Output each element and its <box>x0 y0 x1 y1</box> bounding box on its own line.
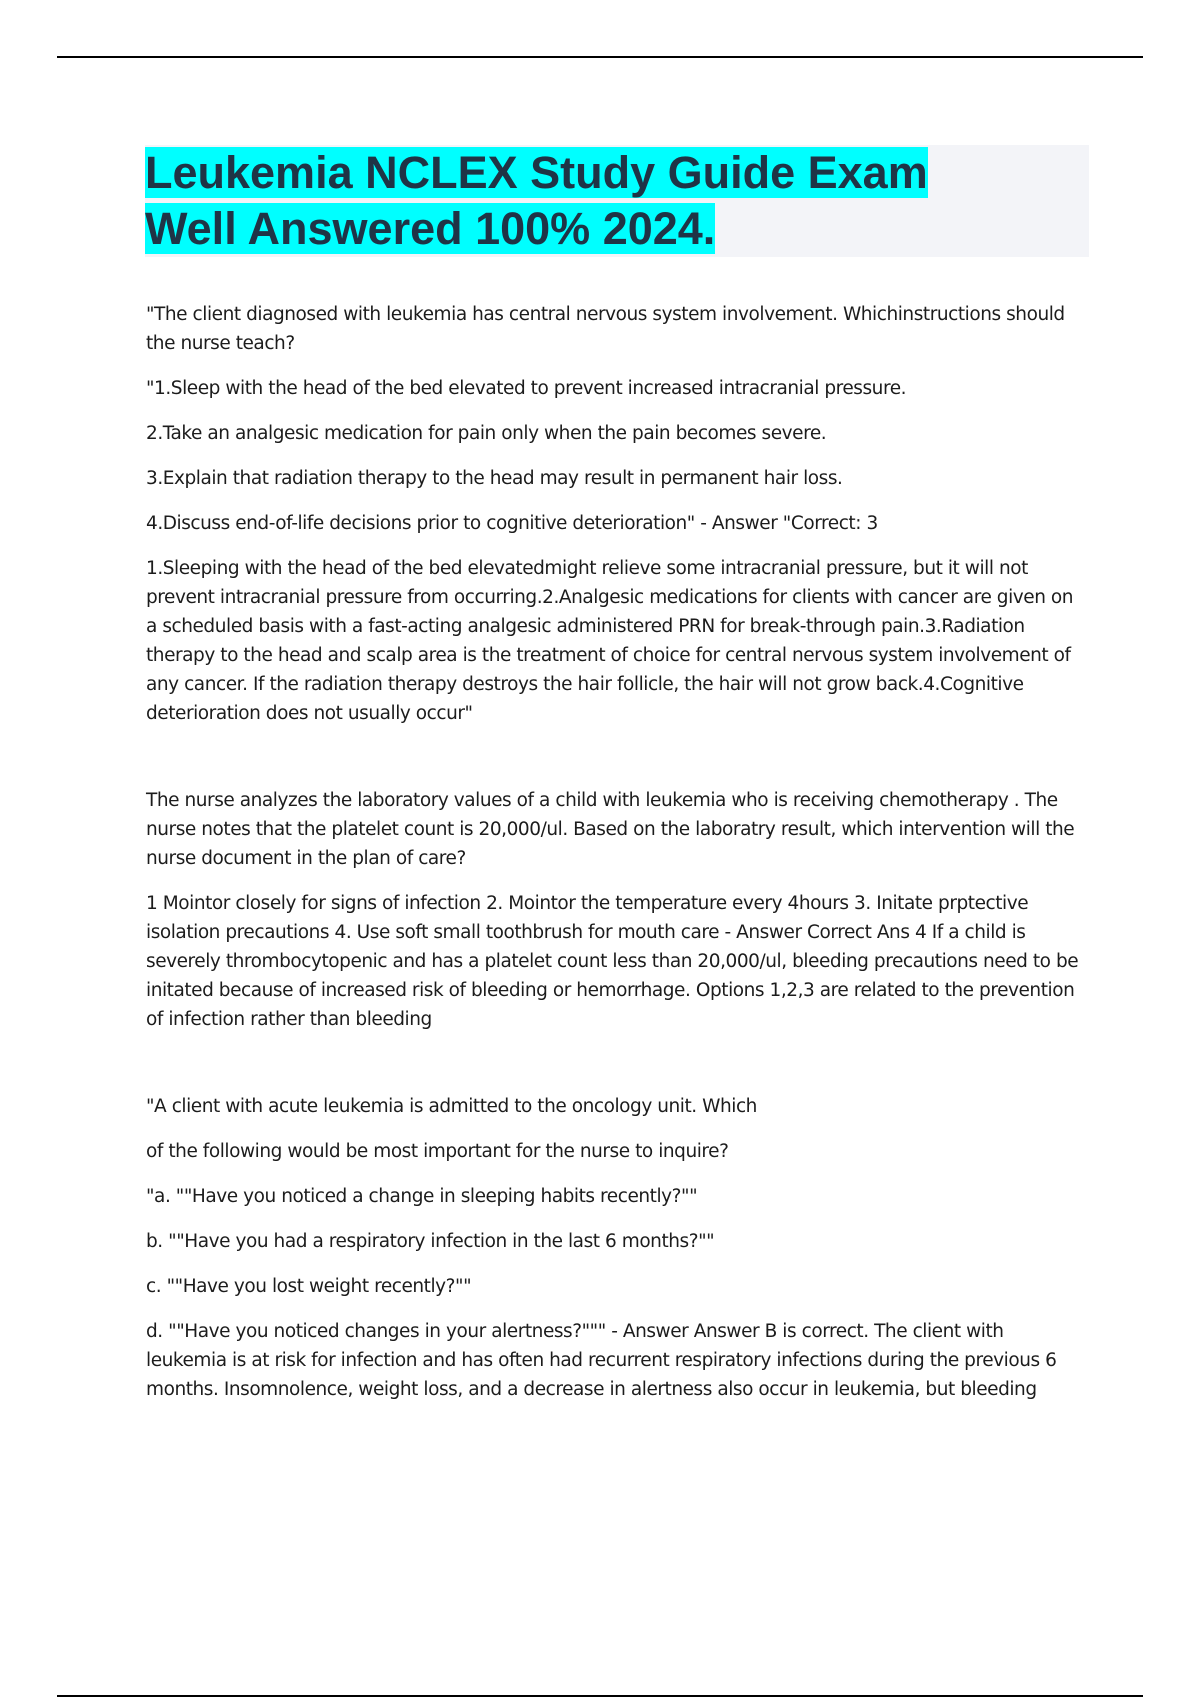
title-block <box>145 145 1089 257</box>
question-1-option-1: "1.Sleep with the head of the bed elevated to prevent increased intracranial pressure. <box>146 378 907 399</box>
question-3-option-c: c. ""Have you lost weight recently?"" <box>146 1276 472 1297</box>
question-3-option-d-answer: d. ""Have you noticed changes in your alertness?""" - Answer Answer B is correct. The client with leukemia is at risk for infection and has often had recurrent respiratory infections during the previous 6 months. Insomnolence, weight loss, and a decrease in alertness also occur in leukemia, but bleeding <box>146 1321 1057 1400</box>
document-title <box>145 145 1089 257</box>
question-1-option-3: 3.Explain that radiation therapy to the head may result in permanent hair loss. <box>146 468 843 489</box>
question-2-answer: 1 Mointor closely for signs of infection 2. Mointor the temperature every 4hours 3. Initate prptective isolation precautions 4. Use soft small toothbrush for mouth care - Answer Correct Ans 4 If a child is severely thrombocytopenic and has a platelet count less than 20,000/ul, bleeding precautions need to be initated because of increased risk of bleeding or hemorrhage. Options 1,2,3 are related to the prevention of infection rather than bleeding <box>146 893 1079 1030</box>
header-rule <box>57 56 1143 58</box>
question-3-option-a: "a. ""Have you noticed a change in sleeping habits recently?"" <box>146 1186 698 1207</box>
question-1-option-4: 4.Discuss end-of-life decisions prior to cognitive deterioration" - Answer "Correct: 3 <box>146 513 878 534</box>
question-1-stem: "The client diagnosed with leukemia has central nervous system involvement. Whichinstructions should the nurse teach? <box>146 304 1065 354</box>
title-line-2: Well Answered 100% 2024. <box>145 203 716 254</box>
question-3-stem-line-2: of the following would be most important for the nurse to inquire? <box>146 1141 729 1162</box>
title-line-1: Leukemia NCLEX Study Guide Exam <box>145 147 928 198</box>
document-body <box>146 300 1086 1420</box>
footer-rule <box>57 1695 1143 1697</box>
question-3-option-b: b. ""Have you had a respiratory infection in the last 6 months?"" <box>146 1231 715 1252</box>
question-2-stem: The nurse analyzes the laboratory values of a child with leukemia who is receiving chemotherapy . The nurse notes that the platelet count is 20,000/ul. Based on the laboratry result, which intervention will the nurse document in the plan of care? <box>146 790 1075 869</box>
question-1-option-2: 2.Take an analgesic medication for pain only when the pain becomes severe. <box>146 423 827 444</box>
question-1-rationale: 1.Sleeping with the head of the bed elevatedmight relieve some intracranial pressure, but it will not prevent intracranial pressure from occurring.2.Analgesic medications for clients with cancer are given on a scheduled basis with a fast-acting analgesic administered PRN for break-through pain.3.Radiation therapy to the head and scalp area is the treatment of choice for central nervous system involvement of any cancer. If the radiation therapy destroys the hair follicle, the hair will not grow back.4.Cognitive deterioration does not usually occur" <box>146 558 1074 724</box>
question-3-stem-line-1: "A client with acute leukemia is admitted to the oncology unit. Which <box>146 1096 757 1117</box>
